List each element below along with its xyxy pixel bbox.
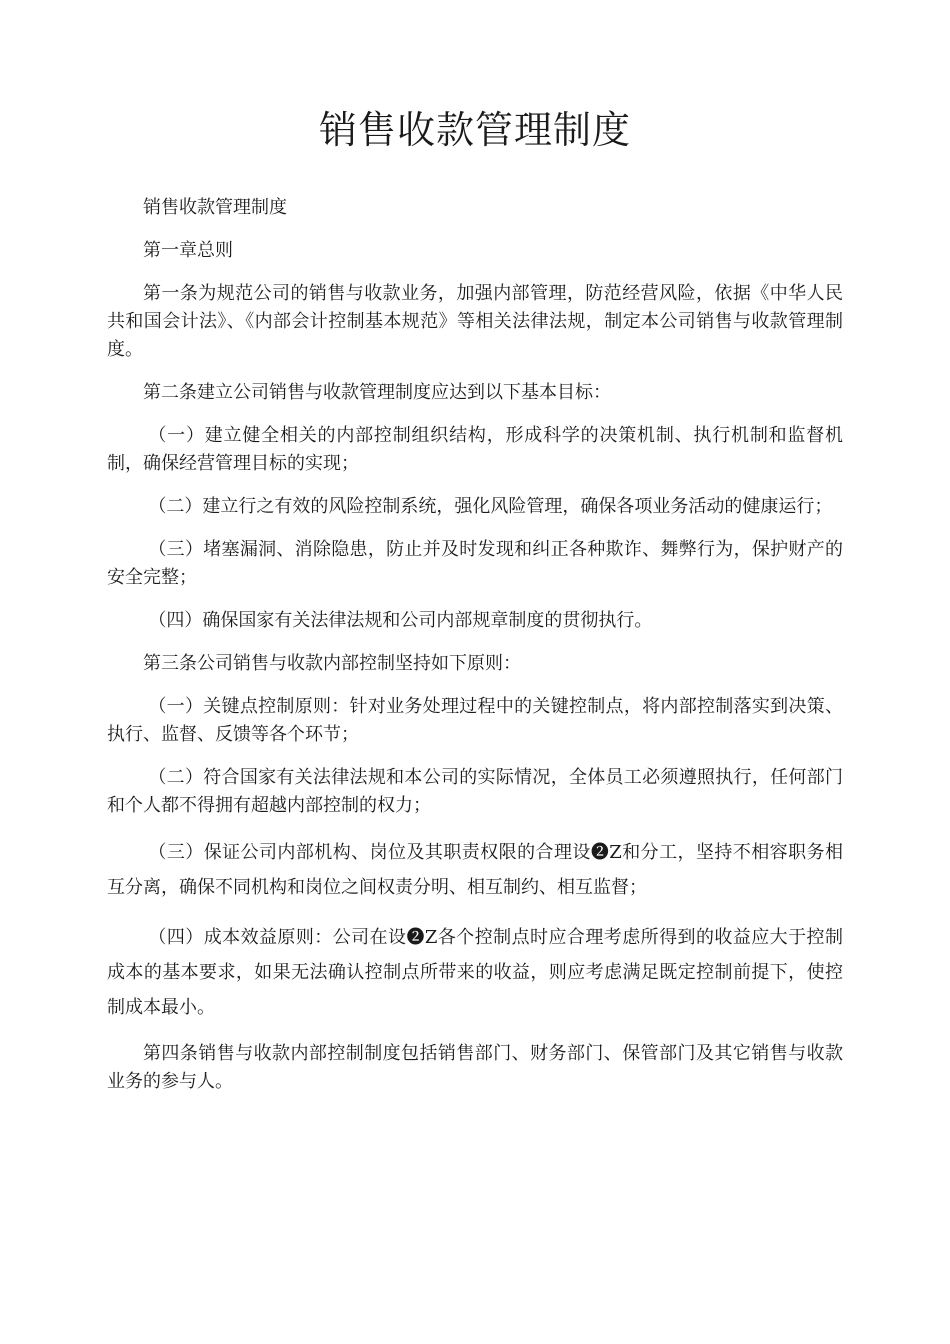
document-body [107, 194, 843, 1111]
paragraph-subtitle: 销售收款管理制度 [143, 197, 287, 218]
paragraph-article-4: 第四条销售与收款内部控制制度包括销售部门、财务部门、保管部门及其它销售与收款业务的参与人。 [107, 1043, 843, 1092]
paragraph-article-1: 第一条为规范公司的销售与收款业务，加强内部管理，防范经营风险，依据《中华人民共和国会计法》、《内部会计控制基本规范》等相关法律法规，制定本公司销售与收款管理制度。 [107, 283, 843, 360]
paragraph-article-2-item-3: （三）堵塞漏洞、消除隐患，防止并及时发现和纠正各种欺诈、舞弊行为，保护财产的安全完整； [107, 539, 843, 588]
paragraph-article-3-item-2: （二）符合国家有关法律法规和本公司的实际情况，全体员工必须遵照执行，任何部门和个人都不得拥有超越内部控制的权力； [107, 767, 843, 816]
paragraph-chapter-heading: 第一章总则 [143, 240, 233, 261]
paragraph-article-3-item-4: （四）成本效益原则：公司在设❷Z各个控制点时应合理考虑所得到的收益应大于控制成本的基本要求，如果无法确认控制点所带来的收益，则应考虑满足既定控制前提下，使控制成本最小。 [107, 927, 843, 1018]
document-title: 销售收款管理制度 [318, 108, 631, 152]
paragraph-article-2-item-2: （二）建立行之有效的风险控制系统，强化风险管理，确保各项业务活动的健康运行； [148, 496, 833, 517]
paragraph-article-3-item-3: （三）保证公司内部机构、岗位及其职责权限的合理设❷Z和分工，坚持不相容职务相互分离，确保不同机构和岗位之间权责分明、相互制约、相互监督； [107, 842, 843, 898]
paragraph-article-2-item-4: （四）确保国家有关法律法规和公司内部规章制度的贯彻执行。 [148, 610, 653, 631]
paragraph-article-3: 第三条公司销售与收款内部控制坚持如下原则： [143, 653, 521, 674]
paragraph-article-3-item-1: （一）关键点控制原则：针对业务处理过程中的关键控制点，将内部控制落实到决策、执行、监督、反馈等各个环节； [107, 696, 843, 745]
paragraph-article-2: 第二条建立公司销售与收款管理制度应达到以下基本目标： [143, 382, 611, 403]
paragraph-article-2-item-1: （一）建立健全相关的内部控制组织结构，形成科学的决策机制、执行机制和监督机制，确保经营管理目标的实现； [107, 425, 843, 474]
